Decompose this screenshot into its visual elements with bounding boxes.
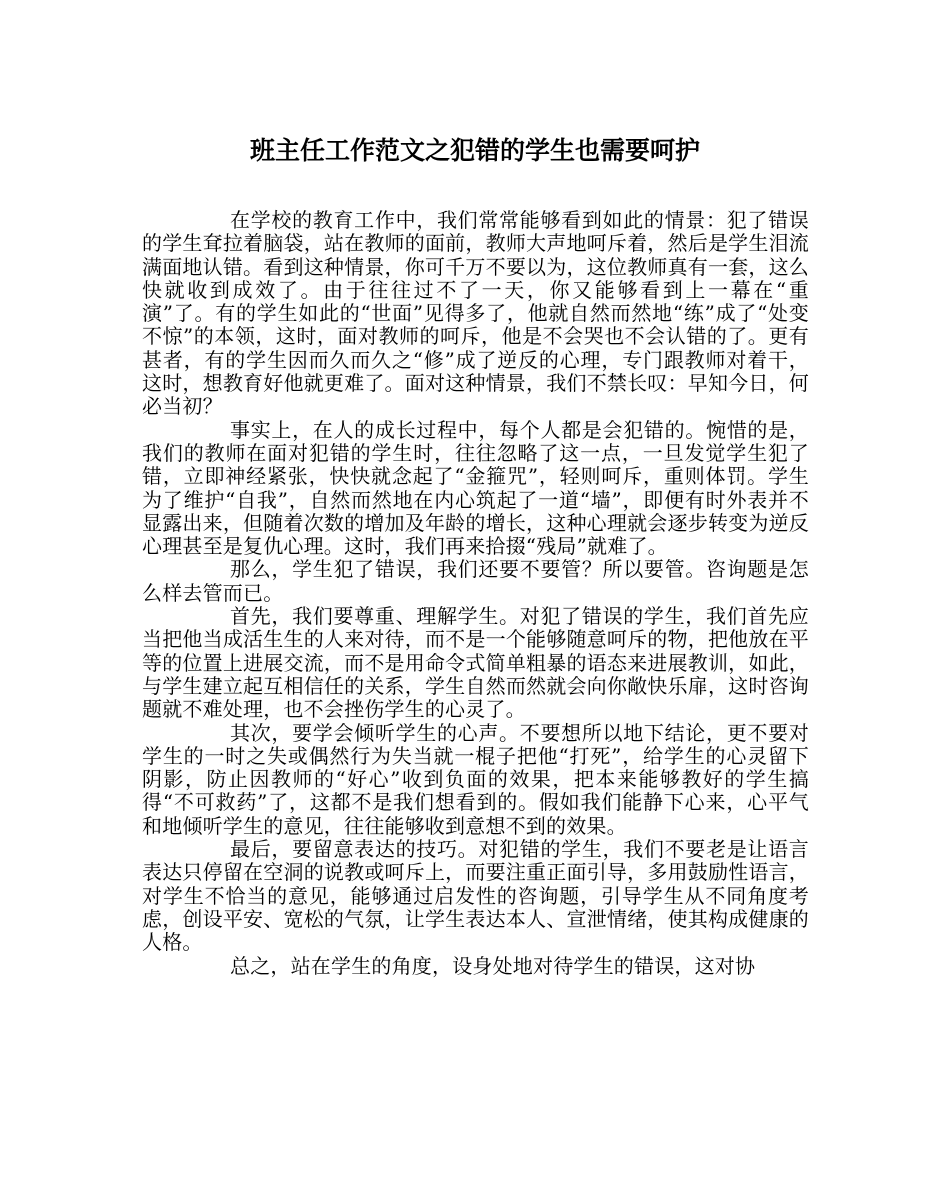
paragraph-conclusion: 总之，站在学生的角度，设身处地对待学生的错误，这对协 — [230, 953, 756, 978]
paragraph-question: 那么，学生犯了错误，我们还要不要管？所以要管。咨询题是怎么样去管而已。 — [142, 557, 809, 605]
paragraph-intro: 在学校的教育工作中，我们常常能够看到如此的情景：犯了错误的学生耷拉着脑袋，站在教师的面前，教师大声地呵斥着，然后是学生泪流满面地认错。看到这种情景，你可千万不要以为，这位教师真有一套，这么快就收到成效了。由于往往过不了一天，你又能够看到上一幕在“重演”了。有的学生如此的“世面”见得多了，他就自然而然地“练”成了“处变不惊”的本领，这时，面对教师的呵斥，他是不会哭也不会认错的了。更有甚者，有的学生因而久而久之“修”成了逆反的心理，专门跟教师对着干，这时，想教育好他就更难了。面对这种情景，我们不禁长叹：早知今日，何必当初？ — [142, 208, 809, 419]
paragraph-last: 最后，要留意表达的技巧。对犯错的学生，我们不要老是让语言表达只停留在空洞的说教或呵斥上，而要注重正面引导，多用鼓励性语言，对学生不恰当的意见，能够通过启发性的咨询题，引导学生从不同角度考虑，创设平安、宽松的气氛，让学生表达本人、宣泄情绪，使其构成健康的人格。 — [142, 837, 809, 955]
paragraph-fact: 事实上，在人的成长过程中，每个人都是会犯错的。惋惜的是，我们的教师在面对犯错的学生时，往往忽略了这一点，一旦发觉学生犯了错，立即神经紧张，快快就念起了“金箍咒”，轻则呵斥，重则体罚。学生为了维护“自我”，自然而然地在内心筑起了一道“墙”，即便有时外表并不显露出来，但随着次数的增加及年龄的增长，这种心理就会逐步转变为逆反心理甚至是复仇心理。这时，我们再来拾掇“残局”就难了。 — [142, 417, 809, 559]
paragraph-first: 首先，我们要尊重、理解学生。对犯了错误的学生，我们首先应当把他当成活生生的人来对待，而不是一个能够随意呵斥的物，把他放在平等的位置上进展交流，而不是用命令式简单粗暴的语态来进展教训，如此，与学生建立起互相信任的关系，学生自然而然就会向你敞快乐扉，这时咨询题就不难处理，也不会挫伤学生的心灵了。 — [142, 604, 809, 722]
paragraph-second: 其次，要学会倾听学生的心声。不要想所以地下结论，更不要对学生的一时之失或偶然行为失当就一棍子把他“打死”，给学生的心灵留下阴影，防止因教师的“好心”收到负面的效果，把本来能够教好的学生搞得“不可救药”了，这都不是我们想看到的。假如我们能静下心来，心平气和地倾听学生的意见，往往能够收到意想不到的效果。 — [142, 720, 809, 838]
document-title: 班主任工作范文之犯错的学生也需要呵护 — [249, 136, 700, 165]
document-body — [142, 209, 809, 978]
